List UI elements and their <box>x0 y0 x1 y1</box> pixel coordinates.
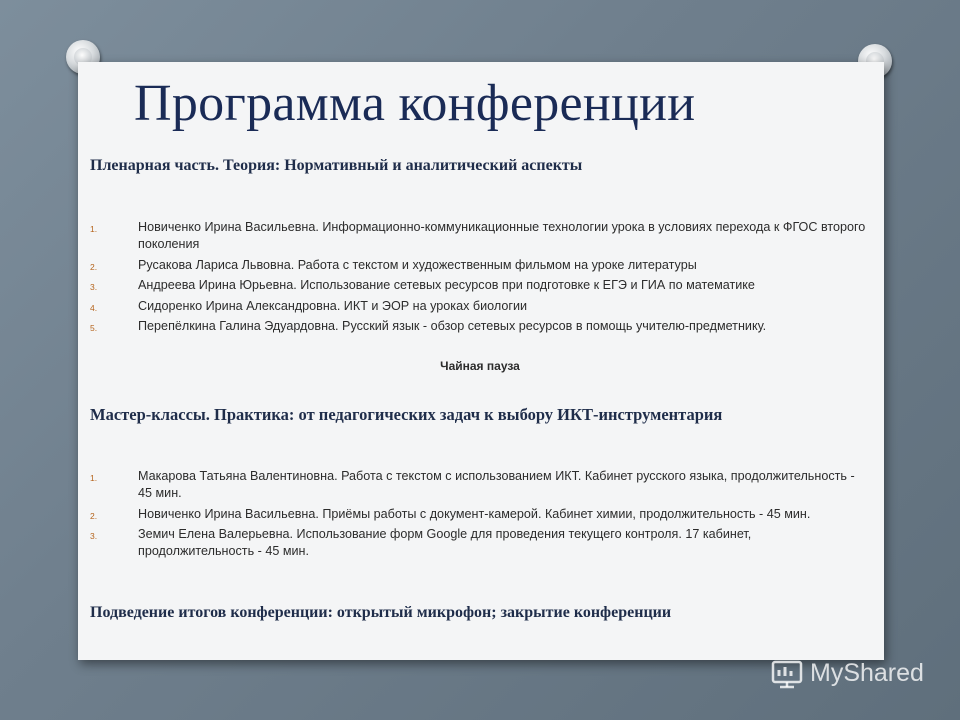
presentation-board-icon <box>770 656 804 690</box>
list-item <box>90 318 870 335</box>
slide-title: Программа конференции <box>134 75 696 132</box>
list-item-text: Новиченко Ирина Васильевна. Информационно-коммуникационные технологии урока в условиях перехода к ФГОС второго поколения <box>138 220 866 251</box>
masterclass-list <box>90 468 870 564</box>
list-number: 2. <box>90 510 98 521</box>
list-item-text: Русакова Лариса Львовна. Работа с текстом и художественным фильмом на уроке литературы <box>138 257 697 272</box>
list-item <box>90 506 870 523</box>
list-number: 1. <box>90 473 98 483</box>
list-number: 4. <box>90 302 98 313</box>
list-number: 2. <box>90 261 98 272</box>
watermark-text: MyShared <box>810 658 924 687</box>
masterclass-heading: Мастер-классы. Практика: от педагогических задач к выбору ИКТ-инструментария <box>90 405 723 424</box>
closing-heading: Подведение итогов конференции: открытый микрофон; закрытие конференции <box>90 604 672 621</box>
plenary-list <box>90 219 870 339</box>
list-item-text: Земич Елена Валерьевна. Использование форм Google для проведения текущего контроля. 17 кабинет, продолжительность - 45 мин. <box>138 527 752 558</box>
list-item-text: Новиченко Ирина Васильевна. Приёмы работы с документ-камерой. Кабинет химии, продолжительность - 45 мин. <box>138 506 811 521</box>
list-number: 3. <box>90 282 98 292</box>
list-number: 5. <box>90 323 98 333</box>
list-item-text: Макарова Татьяна Валентиновна. Работа с текстом с использованием ИКТ. Кабинет русского языка, продолжительность - 45 мин. <box>138 469 855 500</box>
list-item <box>90 277 870 294</box>
list-item <box>90 468 870 502</box>
list-item <box>90 298 870 315</box>
tea-break-label: Чайная пауза <box>440 359 520 373</box>
list-item-text: Андреева Ирина Юрьевна. Использование сетевых ресурсов при подготовке к ЕГЭ и ГИА по математике <box>138 278 755 292</box>
plenary-heading: Пленарная часть. Теория: Нормативный и аналитический аспекты <box>90 157 583 174</box>
list-item-text: Сидоренко Ирина Александровна. ИКТ и ЭОР на уроках биологии <box>138 298 528 313</box>
list-item <box>90 257 870 274</box>
list-item-text: Перепёлкина Галина Эдуардовна. Русский язык - обзор сетевых ресурсов в помощь учителю-предметнику. <box>138 319 767 333</box>
list-number: 3. <box>90 531 98 541</box>
watermark <box>770 656 924 690</box>
list-item <box>90 526 870 560</box>
list-item <box>90 219 870 253</box>
list-number: 1. <box>90 224 98 234</box>
